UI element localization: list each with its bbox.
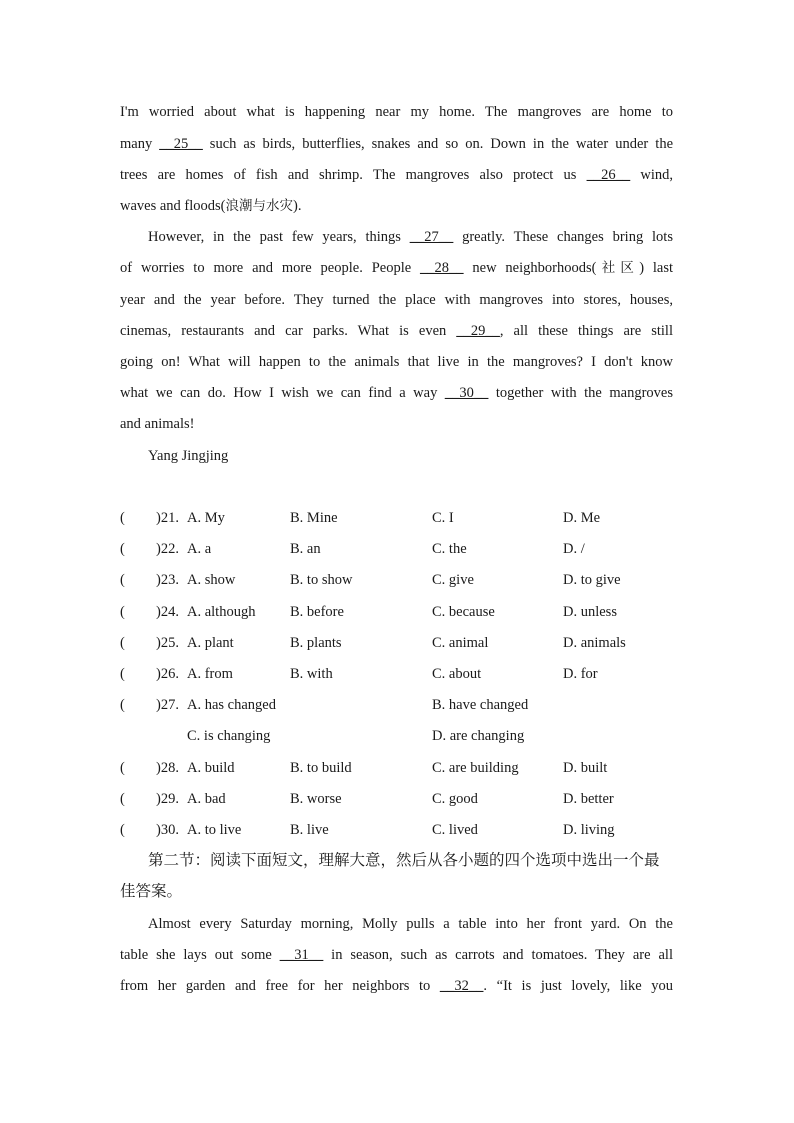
text-run: such as birds, butterflies, snakes and so on. Down in the water under the: [202, 136, 674, 152]
text-run: and animals!: [120, 416, 195, 432]
chinese-gloss: 浪潮与水灾: [225, 198, 294, 214]
text-run: . “It is just lovely, like you: [483, 978, 673, 994]
option-b: B. to build: [290, 760, 352, 776]
option-b: B. worse: [290, 791, 342, 807]
option-b: B. an: [290, 541, 321, 557]
text-run: what we can do. How I wish we can find a way: [120, 385, 445, 401]
option-a: A. build: [187, 760, 235, 776]
passage-line: [148, 227, 673, 247]
answer-blank: __25__: [159, 136, 203, 152]
text-run: , all these things are still: [499, 323, 673, 339]
passage-line: [120, 945, 673, 965]
answer-blank: __32__: [439, 978, 484, 994]
option-d: D. to give: [563, 572, 621, 588]
text-run: many: [120, 136, 160, 152]
text-run: trees are homes of fish and shrimp. The mangroves also protect us: [120, 167, 587, 183]
option-c: C. is changing: [187, 728, 271, 744]
answer-blank: __26__: [586, 167, 631, 183]
answer-blank: __28__: [420, 260, 464, 276]
answer-paren: (: [120, 541, 125, 557]
option-c: C. I: [432, 510, 454, 526]
passage-line: [120, 290, 673, 310]
option-d: D. built: [563, 760, 608, 776]
answer-paren: (: [120, 760, 125, 776]
answer-paren: (: [120, 635, 125, 651]
passage-signature: Yang Jingjing: [148, 448, 229, 464]
option-b: B. have changed: [432, 697, 529, 713]
passage-line: [120, 165, 673, 185]
option-c: C. the: [432, 541, 467, 557]
passage-line: [120, 352, 673, 372]
option-a: A. My: [187, 510, 225, 526]
option-d: D. /: [563, 541, 585, 557]
passage-line: [120, 414, 673, 434]
option-c: C. are building: [432, 760, 519, 776]
answer-blank: __31__: [279, 947, 324, 963]
passage-line: [120, 383, 673, 403]
question-number: )25.: [156, 635, 179, 651]
option-b: B. Mine: [290, 510, 338, 526]
option-c: C. good: [432, 791, 478, 807]
question-number: )28.: [156, 760, 179, 776]
text-run: cinemas, restaurants and car parks. What is even: [120, 323, 457, 339]
option-b: B. with: [290, 666, 333, 682]
option-d: D. better: [563, 791, 614, 807]
answer-paren: (: [120, 666, 125, 682]
text-run: Almost every Saturday morning, Molly pulls a table into her front yard. On the: [148, 916, 673, 932]
question-number: )30.: [156, 822, 179, 838]
option-a: A. has changed: [187, 697, 276, 713]
passage-line: [120, 976, 673, 996]
text-run: new neighborhoods(: [463, 260, 597, 276]
text-run: together with the mangroves: [488, 385, 674, 401]
option-a: A. bad: [187, 791, 226, 807]
text-run: of worries to more and more people. People: [120, 260, 421, 276]
question-number: )24.: [156, 604, 179, 620]
option-b: B. to show: [290, 572, 353, 588]
text-run: ).: [293, 198, 302, 214]
option-b: B. live: [290, 822, 329, 838]
passage-line: [120, 196, 673, 216]
option-c: C. about: [432, 666, 482, 682]
section-two-heading: 第二节：阅读下面短文，理解大意，然后从各小题的四个选项中选出一个最佳答案。: [120, 851, 660, 900]
text-run: ) last: [639, 260, 674, 276]
option-a: A. from: [187, 666, 233, 682]
option-d: D. unless: [563, 604, 617, 620]
option-c: C. because: [432, 604, 495, 620]
text-run: table she lays out some: [120, 947, 280, 963]
option-d: D. are changing: [432, 728, 525, 744]
option-a: A. to live: [187, 822, 242, 838]
answer-blank: __29__: [456, 323, 500, 339]
passage-line: [120, 258, 673, 278]
option-d: D. living: [563, 822, 615, 838]
answer-paren: (: [120, 791, 125, 807]
option-a: A. although: [187, 604, 256, 620]
passage-line: [120, 134, 673, 154]
answer-paren: (: [120, 822, 125, 838]
text-run: year and the year before. They turned the place with mangroves into stores, houses,: [120, 292, 673, 308]
answer-paren: (: [120, 697, 125, 713]
option-c: C. lived: [432, 822, 478, 838]
answer-paren: (: [120, 604, 125, 620]
text-run: from her garden and free for her neighbors to: [120, 978, 440, 994]
passage-line: [148, 914, 673, 934]
option-d: D. for: [563, 666, 598, 682]
answer-paren: (: [120, 510, 125, 526]
text-run: waves and floods(: [120, 198, 226, 214]
text-run: wind,: [630, 167, 674, 183]
option-a: A. show: [187, 572, 236, 588]
question-number: )29.: [156, 791, 179, 807]
question-number: )23.: [156, 572, 179, 588]
text-run: in season, such as carrots and tomatoes. They are all: [323, 947, 673, 963]
chinese-gloss: 社区: [596, 260, 640, 276]
option-d: D. Me: [563, 510, 601, 526]
option-b: B. plants: [290, 635, 342, 651]
answer-blank: __27__: [409, 229, 454, 245]
question-number: )22.: [156, 541, 179, 557]
question-number: )27.: [156, 697, 179, 713]
option-a: A. plant: [187, 635, 234, 651]
passage-line: [120, 321, 673, 341]
text-run: However, in the past few years, things: [148, 229, 410, 245]
question-number: )26.: [156, 666, 179, 682]
option-c: C. animal: [432, 635, 489, 651]
answer-paren: (: [120, 572, 125, 588]
option-a: A. a: [187, 541, 212, 557]
option-b: B. before: [290, 604, 344, 620]
option-c: C. give: [432, 572, 474, 588]
text-run: I'm worried about what is happening near my home. The mangroves are home to: [120, 104, 673, 120]
text-run: greatly. These changes bring lots: [453, 229, 673, 245]
text-run: going on! What will happen to the animals that live in the mangroves? I don't know: [120, 354, 673, 370]
answer-blank: __30__: [444, 385, 489, 401]
option-d: D. animals: [563, 635, 626, 651]
question-number: )21.: [156, 510, 179, 526]
passage-line: [120, 102, 673, 122]
